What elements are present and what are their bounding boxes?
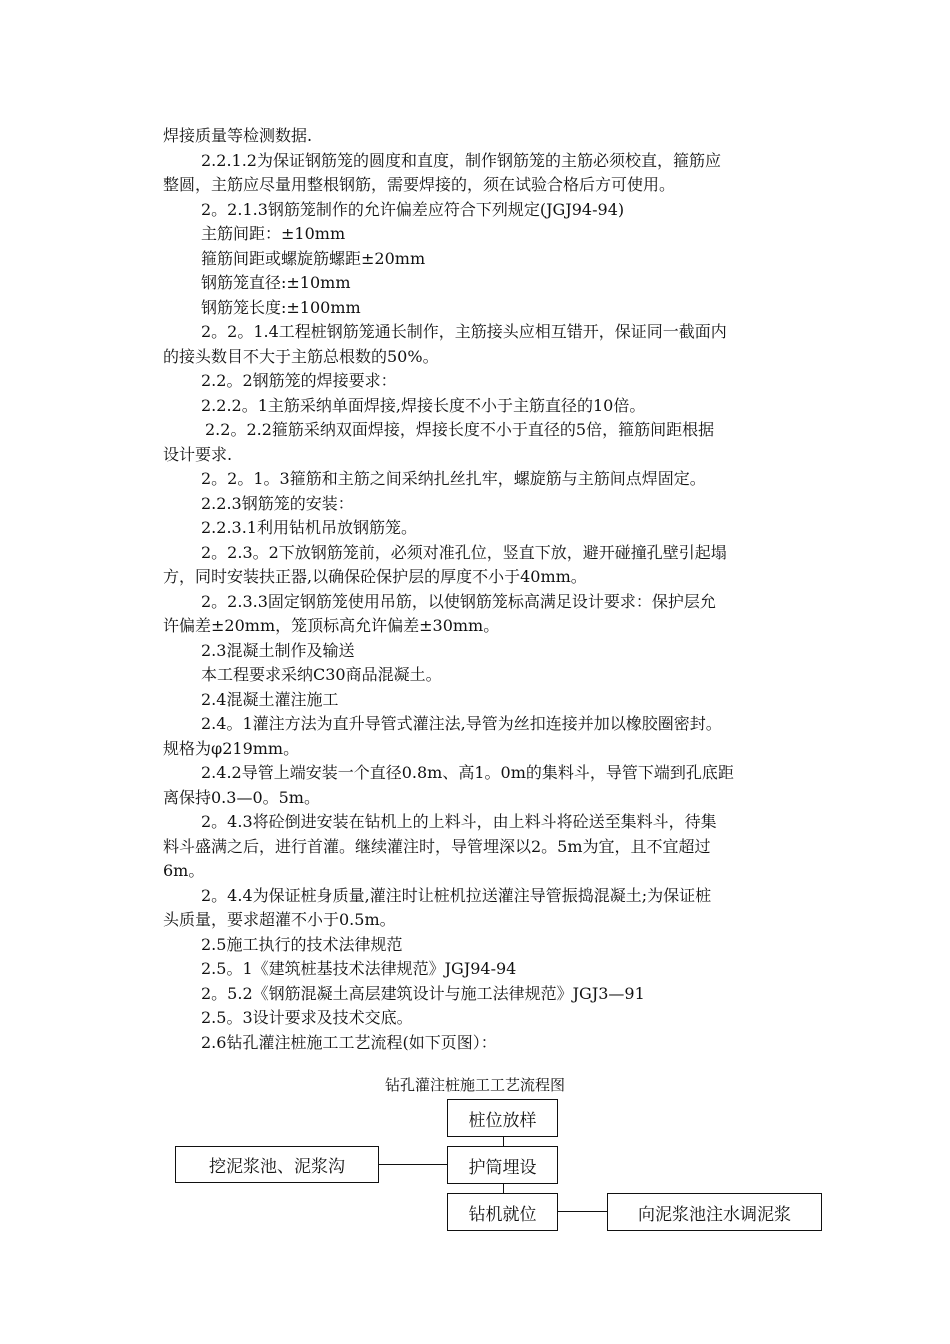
text-line: 2.2.1.2为保证钢筋笼的圆度和直度，制作钢筋笼的主筋必须校直，箍筋应 xyxy=(201,150,721,170)
text-line: 2.4混凝土灌注施工 xyxy=(201,689,339,709)
text-line: 2。2.3.3固定钢筋笼使用吊筋，以使钢筋笼标高满足设计要求：保护层允 xyxy=(201,591,716,611)
text-line: 焊接质量等检测数据. xyxy=(163,126,313,145)
text-line: 2.5施工执行的技术法律规范 xyxy=(201,934,403,954)
flow-side-mud-pit xyxy=(175,1146,379,1183)
text-line: 本工程要求采纳C30商品混凝土。 xyxy=(201,665,442,684)
text-line: 2.2。2钢筋笼的焊接要求： xyxy=(201,371,397,390)
text-line: 整圆，主筋应尽量用整根钢筋，需要焊接的，须在试验合格后方可使用。 xyxy=(163,175,676,194)
text-line: 2。2。1.4工程桩钢筋笼通长制作，主筋接头应相互错开，保证同一截面内 xyxy=(201,322,727,341)
text-line: 主筋间距：±10mm xyxy=(201,224,346,243)
body-text xyxy=(163,124,835,1055)
text-line: 规格为φ219mm。 xyxy=(163,738,300,758)
text-line: 2.4.2导管上端安装一个直径0.8m、高1。0m的集料斗，导管下端到孔底距 xyxy=(201,763,734,782)
text-line: 2.2.3钢筋笼的安装： xyxy=(201,493,354,513)
text-line: 2.5。3设计要求及技术交底。 xyxy=(201,1008,413,1027)
text-line: 2.5。1《建筑桩基技术法律规范》JGJ94-94 xyxy=(201,959,517,978)
flow-connector xyxy=(379,1164,447,1165)
text-line: 的接头数目不大于主筋总根数的50%。 xyxy=(163,346,439,366)
text-line: 2.2。2.2箍筋采纳双面焊接，焊接长度不小于直径的5倍，箍筋间距根据 xyxy=(205,420,715,439)
text-line: 2.2.2。1主筋采纳单面焊接,焊接长度不小于主筋直径的10倍。 xyxy=(201,395,646,415)
text-line: 设计要求. xyxy=(163,444,233,464)
text-line: 2.6钻孔灌注桩施工工艺流程(如下页图）： xyxy=(201,1032,497,1052)
flow-step-label: 桩位放样 xyxy=(468,1110,537,1131)
text-line: 钢筋笼长度:±100mm xyxy=(201,297,361,317)
text-line: 料斗盛满之后，进行首灌。继续灌注时，导管埋深以2。5m为宜，且不宜超过 xyxy=(163,836,711,856)
flow-step-label: 护筒埋设 xyxy=(468,1157,537,1178)
flow-connector xyxy=(558,1211,607,1212)
flow-step-casing-burial xyxy=(447,1146,558,1184)
flow-side-label: 向泥浆池注水调泥浆 xyxy=(638,1204,791,1225)
text-line: 钢筋笼直径:±10mm xyxy=(201,273,351,292)
text-line: 离保持0.3—0。5m。 xyxy=(163,787,320,807)
flow-step-rig-positioning xyxy=(447,1193,558,1231)
text-line: 许偏差±20mm，笼顶标高允许偏差±30mm。 xyxy=(163,616,500,635)
text-line: 2。4.3将砼倒进安装在钻机上的上料斗，由上料斗将砼送至集料斗，待集 xyxy=(201,812,717,831)
text-line: 头质量，要求超灌不小于0.5m。 xyxy=(163,910,396,929)
text-line: 方，同时安装扶正器,以确保砼保护层的厚度不小于40mm。 xyxy=(163,567,587,586)
text-line: 2。4.4为保证桩身质量,灌注时让桩机拉送灌注导管振捣混凝土;为保证桩 xyxy=(201,885,712,905)
text-line: 2。2.1.3钢筋笼制作的允许偏差应符合下列规定(JGJ94-94) xyxy=(201,199,625,219)
text-line: 2.4。1灌注方法为直升导管式灌注法,导管为丝扣连接并加以橡胶圈密封。 xyxy=(201,714,722,733)
text-line: 2.2.3.1利用钻机吊放钢筋笼。 xyxy=(201,518,417,537)
flowchart-title: 钻孔灌注桩施工工艺流程图 xyxy=(384,1076,565,1094)
flow-side-label: 挖泥浆池、泥浆沟 xyxy=(209,1157,345,1177)
text-line: 2。2。1。3箍筋和主筋之间采纳扎丝扎牢，螺旋筋与主筋间点焊固定。 xyxy=(201,469,706,488)
text-line: 6m。 xyxy=(163,861,205,880)
flow-step-pile-layout xyxy=(447,1099,558,1137)
text-line: 箍筋间距或螺旋筋螺距±20mm xyxy=(201,248,426,268)
text-line: 2。5.2《钢筋混凝土高层建筑设计与施工法律规范》JGJ3—91 xyxy=(201,983,645,1003)
flow-side-mud-mixing xyxy=(607,1193,822,1231)
flow-step-label: 钻机就位 xyxy=(468,1204,537,1225)
text-line: 2。2.3。2下放钢筋笼前，必须对准孔位，竖直下放，避开碰撞孔壁引起塌 xyxy=(201,542,727,562)
text-line: 2.3混凝土制作及输送 xyxy=(201,640,355,660)
